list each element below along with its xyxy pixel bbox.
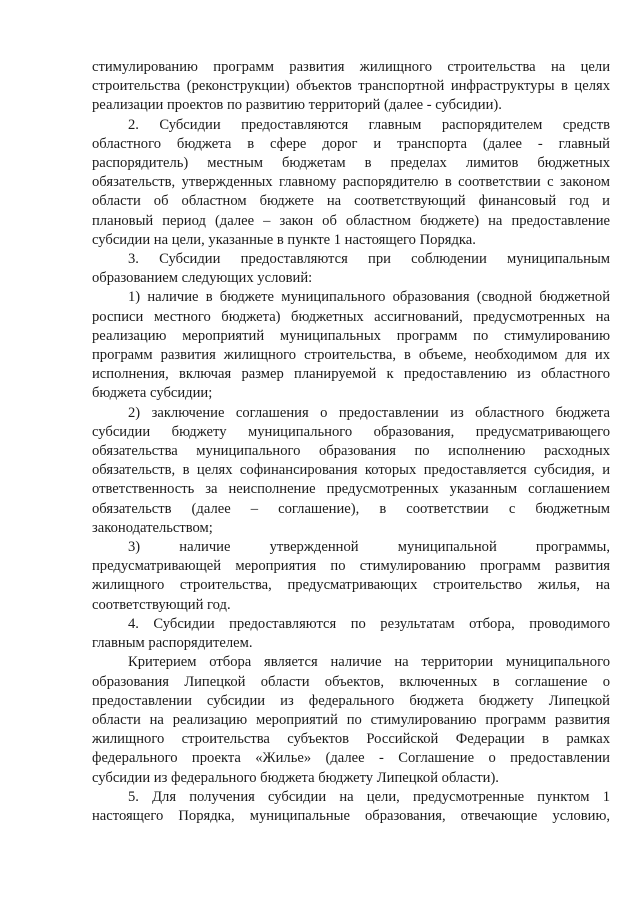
text-line: 2) заключение соглашения о предоставлении из областного бюджета [128,404,610,421]
text-line: ответственность за неисполнение предусмотренных указанным соглашением [92,481,610,498]
text-line: обязательств (далее – соглашение), в соответствии с бюджетным [92,500,610,517]
document-body [92,58,610,826]
text-line: исполнения, включая размер планируемой к предоставлению из областного [92,366,610,383]
text-line: 3. Субсидии предоставляются при соблюдении муниципальным [128,251,610,268]
text-line: субсидии на цели, указанные в пункте 1 настоящего Порядка. [92,231,476,248]
text-line: федерального проекта «Жилье» (далее - Соглашение о предоставлении [92,750,610,767]
text-line: предусматривающей мероприятия по стимулированию программ развития [92,558,610,575]
paragraph-p2 [92,250,610,288]
text-line: бюджета субсидии; [92,385,213,402]
paragraph-p6 [92,615,610,653]
text-line: субсидии бюджету муниципального образования, предусматривающего [92,423,610,440]
text-line: законодательством; [92,519,213,536]
text-line: образованием следующих условий: [92,270,313,287]
text-line: программ развития жилищного строительства, в объеме, необходимом для их [92,347,610,364]
paragraph-p8 [92,788,610,826]
text-line: предоставлении субсидии из федерального бюджета бюджету Липецкой [92,692,610,709]
text-line: распорядитель) местным бюджетам в пределах лимитов бюджетных [92,155,610,172]
paragraph-p0 [92,58,610,116]
text-line: обязательства муниципального образования по исполнению расходных [92,443,610,460]
text-line: субсидии из федерального бюджета бюджету Липецкой области). [92,769,499,786]
text-line: строительства (реконструкции) объектов транспортной инфраструктуры в целях [92,78,610,95]
text-line: обязательств, в целях софинансирования которых предоставляется субсидия, и [92,462,610,479]
text-line: Критерием отбора является наличие на территории муниципального [128,654,610,671]
text-line: 5. Для получения субсидии на цели, предусмотренные пунктом 1 [128,788,610,805]
text-line: области об областном бюджете на соответствующий финансовый год и [92,193,610,210]
text-line: 2. Субсидии предоставляются главным распорядителем средств [128,116,610,133]
text-line: росписи местного бюджета) бюджетных ассигнований, предусмотренных на [92,308,610,325]
text-line: плановый период (далее – закон об областном бюджете) на предоставление [92,212,610,229]
text-line: соответствующий год. [92,596,231,613]
text-line: обязательств, утвержденных главному распорядителю в соответствии с законом [92,174,610,191]
text-line: 3) наличие утвержденной муниципальной программы, [128,539,610,556]
paragraph-p7 [92,653,610,787]
text-line: 1) наличие в бюджете муниципального образования (сводной бюджетной [128,289,610,306]
text-line: жилищного строительства субъектов Российской Федерации в рамках [92,731,610,748]
text-line: стимулированию программ развития жилищного строительства на цели [92,59,610,75]
text-line: реализации проектов по развитию территорий (далее - субсидии). [92,97,502,114]
paragraph-p5 [92,538,610,615]
text-line: настоящего Порядка, муниципальные образования, отвечающие условию, [92,807,610,824]
text-line: образования Липецкой области объектов, включенных в соглашение о [92,673,610,690]
paragraph-p1 [92,116,610,250]
text-line: главным распорядителем. [92,635,253,652]
text-line: областного бюджета в сфере дорог и транспорта (далее - главный [92,135,610,152]
paragraph-p4 [92,404,610,538]
paragraph-p3 [92,288,610,403]
text-line: жилищного строительства, предусматривающих строительство жилья, на [92,577,610,594]
text-line: 4. Субсидии предоставляются по результатам отбора, проводимого [128,615,610,632]
text-line: области на реализацию мероприятий по стимулированию программ развития [92,711,610,728]
text-line: реализацию мероприятий муниципальных программ по стимулированию [92,327,610,344]
